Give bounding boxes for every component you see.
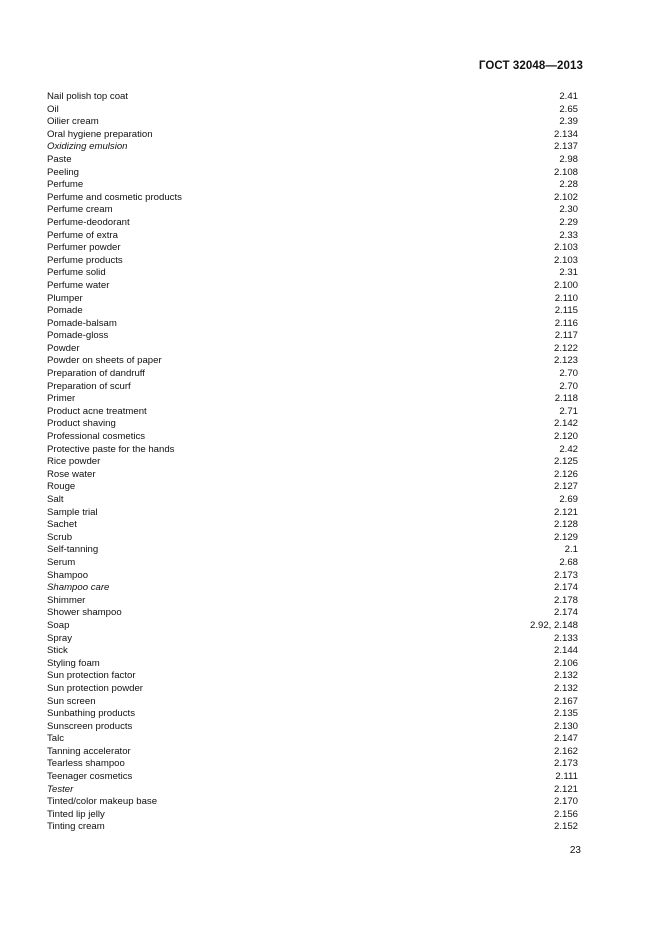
index-reference: 2.125 — [553, 456, 578, 468]
term-index-list — [47, 91, 578, 834]
index-term: Sun screen — [47, 695, 96, 707]
index-row — [47, 821, 578, 834]
index-row — [47, 192, 578, 205]
index-term: Spray — [47, 632, 73, 644]
index-row — [47, 318, 578, 331]
index-term: Sun protection factor — [47, 670, 136, 682]
index-term: Perfume and cosmetic products — [47, 191, 182, 203]
index-term: Soap — [47, 619, 70, 631]
index-reference: 2.108 — [553, 166, 578, 178]
index-reference: 2.33 — [559, 229, 578, 241]
index-reference: 2.29 — [559, 216, 578, 228]
index-term: Perfume cream — [47, 204, 113, 216]
index-reference: 2.110 — [554, 292, 578, 304]
index-reference: 2.132 — [553, 682, 578, 694]
index-reference: 2.98 — [559, 153, 578, 165]
index-row — [47, 456, 578, 469]
index-reference: 2.130 — [553, 720, 578, 732]
index-row — [47, 481, 578, 494]
index-term: Shower shampoo — [47, 607, 122, 619]
index-reference: 2.42 — [559, 443, 578, 455]
index-row — [47, 406, 578, 419]
index-reference: 2.132 — [553, 670, 578, 682]
index-row — [47, 544, 578, 557]
index-row — [47, 267, 578, 280]
index-row — [47, 796, 578, 809]
index-reference: 2.100 — [553, 279, 578, 291]
index-row — [47, 570, 578, 583]
index-term: Scrub — [47, 531, 73, 543]
index-term: Preparation of scurf — [47, 380, 131, 392]
index-term: Serum — [47, 556, 76, 568]
index-row — [47, 708, 578, 721]
index-term: Tester — [47, 783, 74, 795]
index-reference: 2.133 — [553, 632, 578, 644]
index-term: Sunscreen products — [47, 720, 133, 732]
index-reference: 2.41 — [559, 91, 578, 102]
index-term: Perfume — [47, 179, 84, 191]
index-term: Pomade-balsam — [47, 317, 117, 329]
index-term: Perfume products — [47, 254, 123, 266]
index-term: Pomade-gloss — [47, 330, 109, 342]
index-term: Perfume of extra — [47, 229, 118, 241]
index-reference: 2.111 — [555, 771, 578, 783]
index-term: Tinted lip jelly — [47, 808, 105, 820]
index-reference: 2.120 — [553, 431, 578, 443]
index-row — [47, 645, 578, 658]
index-term: Self-tanning — [47, 544, 99, 556]
index-reference: 2.137 — [553, 141, 578, 153]
index-term: Shampoo — [47, 569, 89, 581]
index-row — [47, 381, 578, 394]
index-reference: 2.134 — [553, 128, 578, 140]
index-row — [47, 519, 578, 532]
index-reference: 2.127 — [553, 481, 578, 493]
index-reference: 2.121 — [553, 506, 578, 518]
index-row — [47, 784, 578, 797]
index-reference: 2.126 — [553, 468, 578, 480]
index-row — [47, 104, 578, 117]
index-reference: 2.103 — [553, 254, 578, 266]
index-term: Oil — [47, 103, 59, 115]
index-reference: 2.144 — [553, 645, 578, 657]
index-term: Paste — [47, 153, 72, 165]
index-row — [47, 255, 578, 268]
index-reference: 2.123 — [553, 355, 578, 367]
page-number: 23 — [569, 845, 581, 856]
index-reference: 2.128 — [553, 519, 578, 531]
index-reference: 2.173 — [553, 758, 578, 770]
index-row — [47, 91, 578, 104]
index-row — [47, 758, 578, 771]
index-term: Rouge — [47, 481, 76, 493]
index-term: Perfume water — [47, 279, 110, 291]
index-reference: 2.118 — [554, 393, 578, 405]
index-row — [47, 670, 578, 683]
index-reference: 2.115 — [554, 305, 578, 317]
index-term: Product acne treatment — [47, 405, 147, 417]
index-row — [47, 154, 578, 167]
index-reference: 2.147 — [553, 733, 578, 745]
index-row — [47, 141, 578, 154]
index-row — [47, 507, 578, 520]
index-row — [47, 204, 578, 217]
index-term: Oxidizing emulsion — [47, 141, 128, 153]
index-row — [47, 494, 578, 507]
index-row — [47, 355, 578, 368]
index-row — [47, 116, 578, 129]
index-row — [47, 746, 578, 759]
index-row — [47, 242, 578, 255]
index-term: Product shaving — [47, 418, 116, 430]
index-row — [47, 167, 578, 180]
index-reference: 2.122 — [553, 342, 578, 354]
index-row — [47, 771, 578, 784]
index-row — [47, 368, 578, 381]
index-term: Shimmer — [47, 594, 86, 606]
index-term: Tinted/color makeup base — [47, 796, 158, 808]
index-row — [47, 696, 578, 709]
index-reference: 2.39 — [559, 116, 578, 128]
index-term: Perfumer powder — [47, 242, 121, 254]
index-row — [47, 431, 578, 444]
index-term: Talc — [47, 733, 65, 745]
index-row — [47, 532, 578, 545]
index-reference: 2.102 — [553, 191, 578, 203]
index-term: Nail polish top coat — [47, 91, 129, 102]
index-row — [47, 129, 578, 142]
index-reference: 2.129 — [553, 531, 578, 543]
index-term: Powder — [47, 342, 80, 354]
index-term: Rice powder — [47, 456, 101, 468]
index-reference: 2.65 — [559, 103, 578, 115]
index-row — [47, 683, 578, 696]
index-term: Rose water — [47, 468, 96, 480]
index-term: Pomade — [47, 305, 83, 317]
index-term: Sachet — [47, 519, 77, 531]
index-row — [47, 607, 578, 620]
index-term: Professional cosmetics — [47, 431, 146, 443]
index-row — [47, 418, 578, 431]
index-term: Primer — [47, 393, 76, 405]
index-reference: 2.170 — [553, 796, 578, 808]
index-term: Oral hygiene preparation — [47, 128, 153, 140]
index-reference: 2.92, 2.148 — [529, 619, 578, 631]
index-term: Sun protection powder — [47, 682, 143, 694]
index-reference: 2.162 — [553, 745, 578, 757]
index-row — [47, 393, 578, 406]
index-term: Preparation of dandruff — [47, 368, 145, 380]
index-reference: 2.69 — [559, 494, 578, 505]
index-row — [47, 595, 578, 608]
index-row — [47, 658, 578, 671]
index-reference: 2.117 — [554, 330, 578, 342]
index-row — [47, 620, 578, 633]
index-term: Sample trial — [47, 506, 98, 518]
index-term: Salt — [47, 494, 64, 505]
index-reference: 2.121 — [553, 783, 578, 795]
index-term: Powder on sheets of paper — [47, 355, 162, 367]
index-row — [47, 809, 578, 822]
index-term: Perfume-deodorant — [47, 216, 130, 228]
index-row — [47, 305, 578, 318]
index-row — [47, 444, 578, 457]
index-term: Shampoo care — [47, 582, 110, 594]
index-row — [47, 179, 578, 192]
index-reference: 2.71 — [559, 405, 578, 417]
index-row — [47, 721, 578, 734]
index-row — [47, 217, 578, 230]
index-term: Stick — [47, 645, 68, 657]
index-reference: 2.178 — [553, 594, 578, 606]
index-term: Tinting cream — [47, 821, 105, 833]
document-header: ГОСТ 32048—2013 — [478, 60, 583, 72]
index-reference: 2.31 — [559, 267, 578, 279]
index-row — [47, 557, 578, 570]
index-row — [47, 330, 578, 343]
index-term: Peeling — [47, 166, 80, 178]
index-row — [47, 582, 578, 595]
index-row — [47, 469, 578, 482]
index-term: Tanning accelerator — [47, 745, 131, 757]
index-reference: 2.174 — [553, 607, 578, 619]
index-row — [47, 230, 578, 243]
index-reference: 2.173 — [553, 569, 578, 581]
index-reference: 2.70 — [559, 368, 578, 380]
index-reference: 2.167 — [553, 695, 578, 707]
index-reference: 2.116 — [554, 317, 578, 329]
index-term: Protective paste for the hands — [47, 443, 175, 455]
index-reference: 2.30 — [559, 204, 578, 216]
index-term: Sunbathing products — [47, 708, 136, 720]
index-reference: 2.152 — [553, 821, 578, 833]
index-term: Oilier cream — [47, 116, 99, 128]
index-term: Plumper — [47, 292, 83, 304]
index-row — [47, 343, 578, 356]
index-reference: 2.142 — [553, 418, 578, 430]
index-reference: 2.156 — [553, 808, 578, 820]
index-row — [47, 280, 578, 293]
index-reference: 2.106 — [553, 657, 578, 669]
index-reference: 2.135 — [553, 708, 578, 720]
index-reference: 2.70 — [559, 380, 578, 392]
index-term: Teenager cosmetics — [47, 771, 133, 783]
index-term: Tearless shampoo — [47, 758, 125, 770]
index-row — [47, 733, 578, 746]
index-reference: 2.1 — [564, 544, 578, 556]
index-reference: 2.68 — [559, 556, 578, 568]
index-term: Styling foam — [47, 657, 100, 669]
index-row — [47, 293, 578, 306]
index-reference: 2.174 — [553, 582, 578, 594]
index-row — [47, 633, 578, 646]
index-term: Perfume solid — [47, 267, 106, 279]
index-reference: 2.28 — [559, 179, 578, 191]
index-reference: 2.103 — [553, 242, 578, 254]
